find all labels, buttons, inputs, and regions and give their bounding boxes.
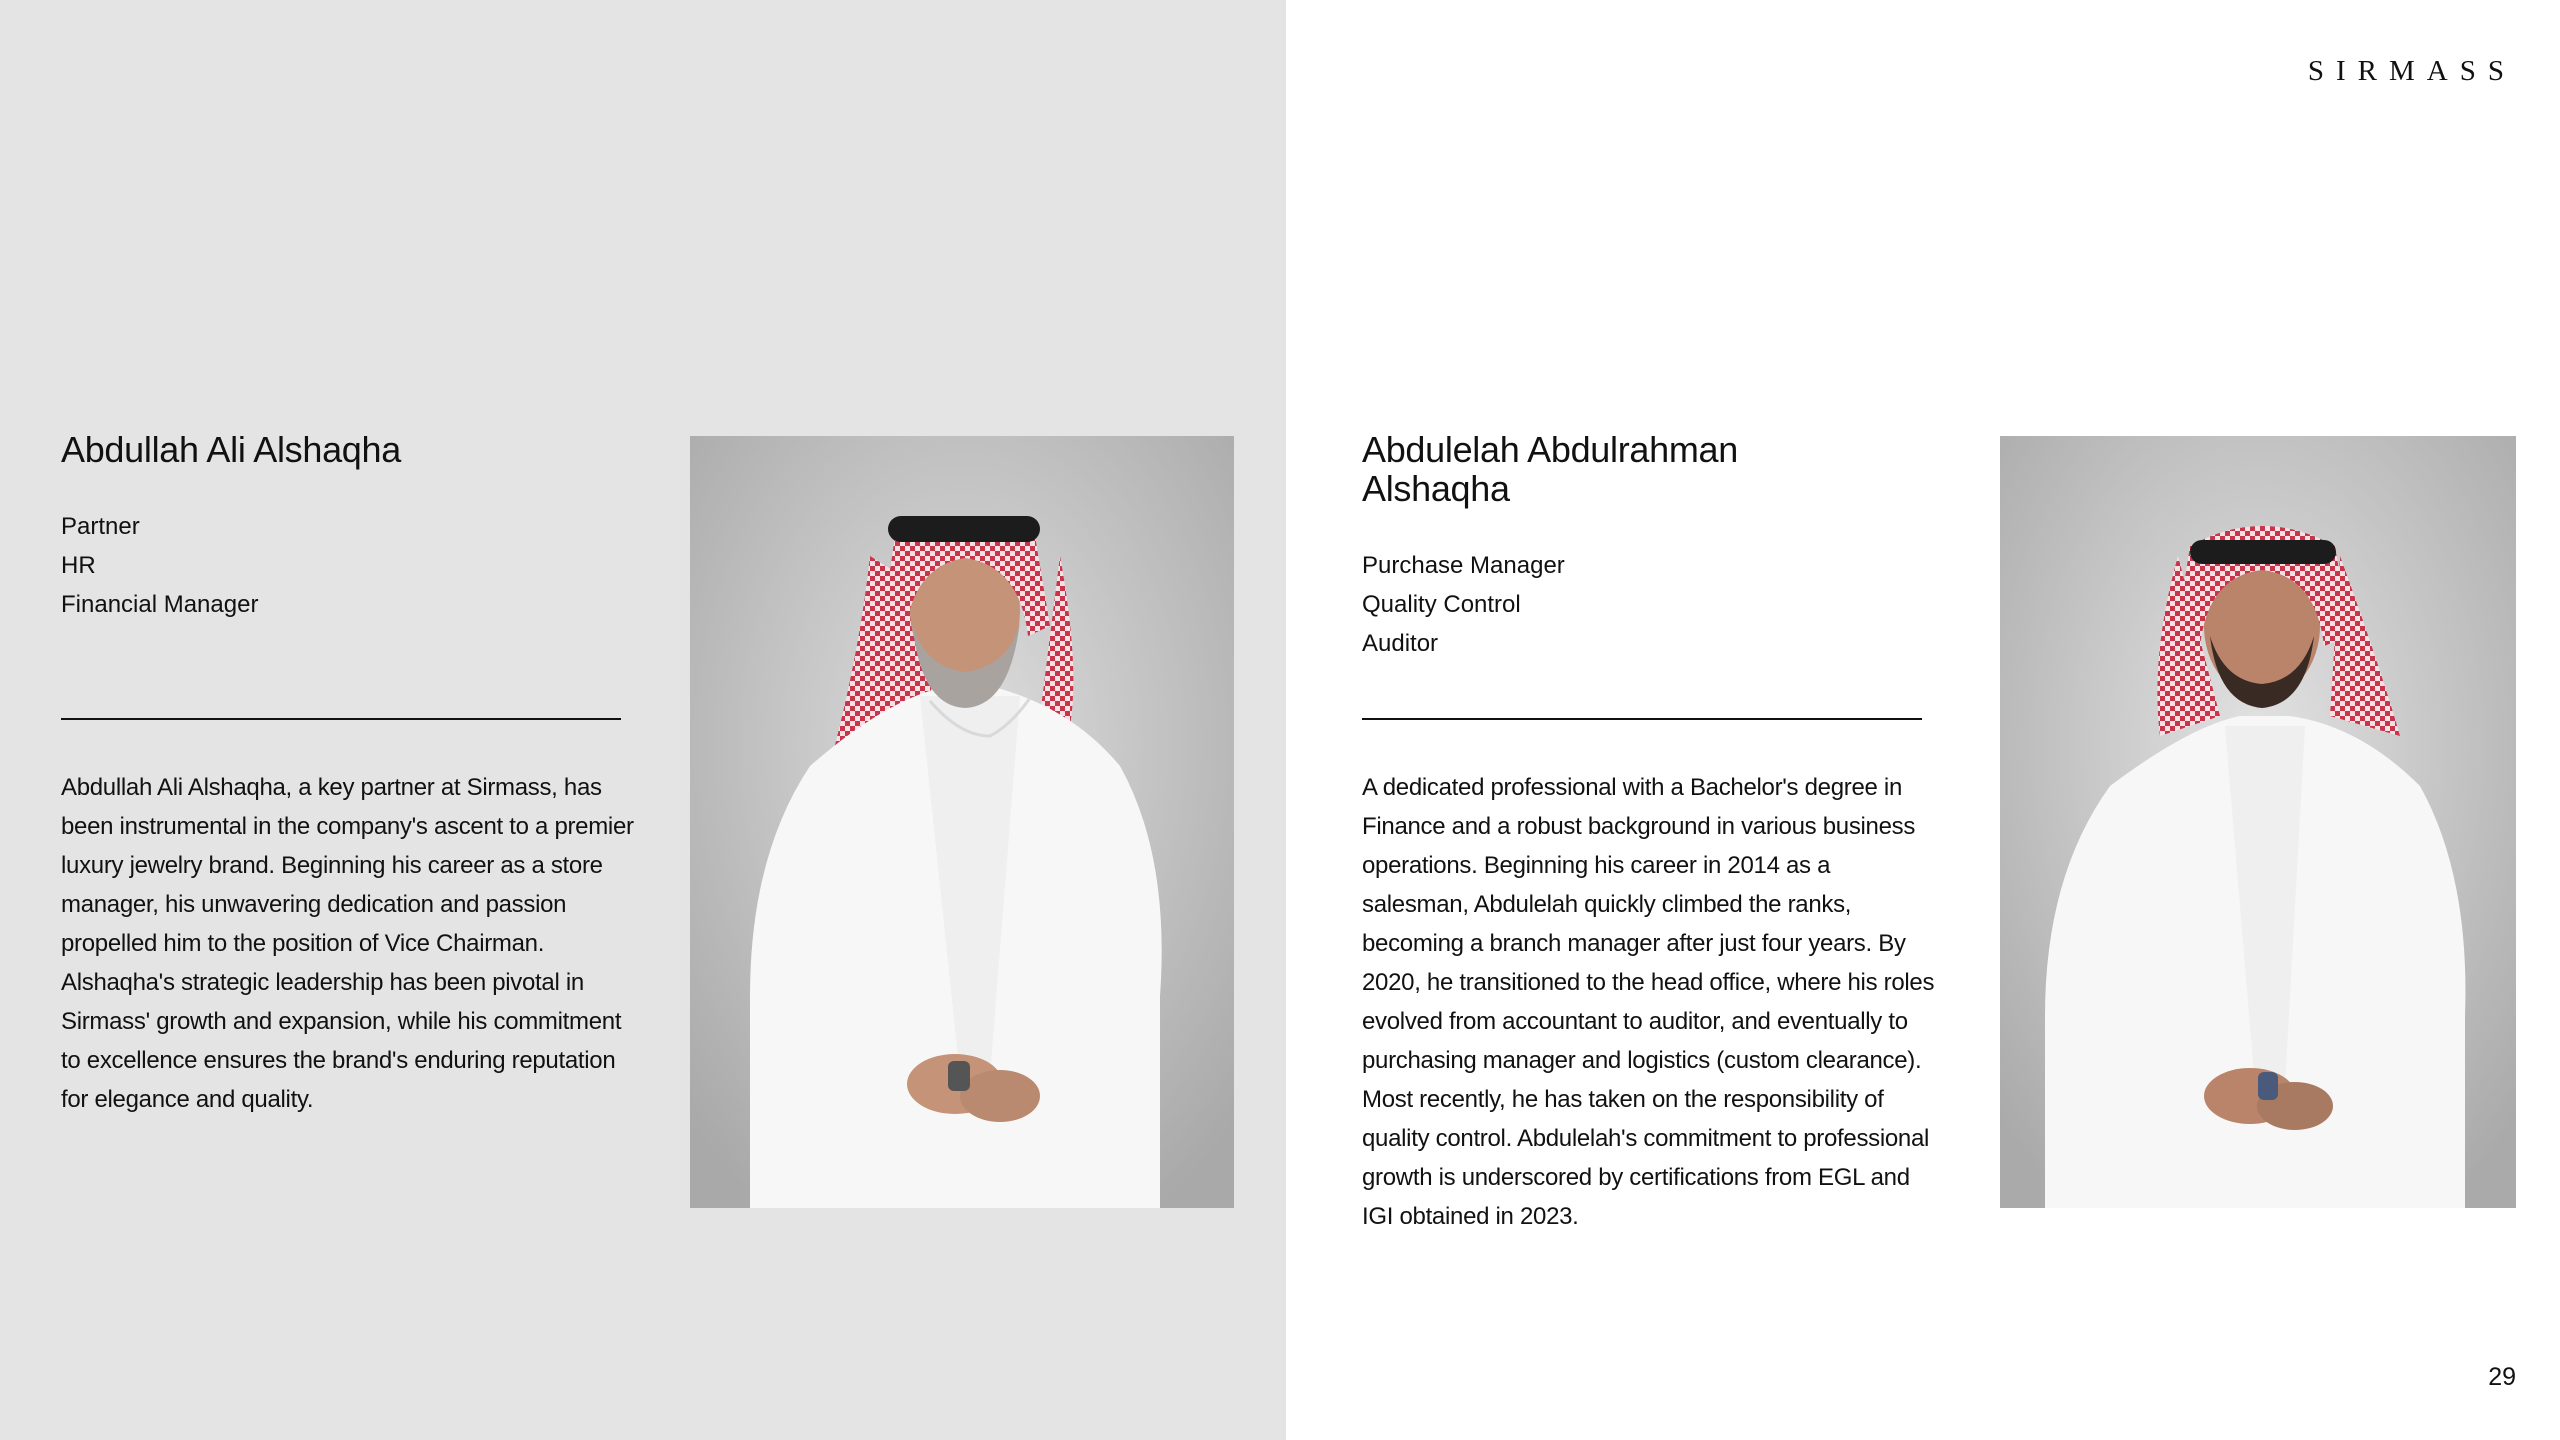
profile-roles — [61, 507, 661, 624]
profile-name-line: Abdulelah Abdulrahman — [1362, 429, 1738, 470]
role-item: Auditor — [1362, 630, 1439, 657]
brand-logo: SIRMASS — [2307, 55, 2516, 87]
portrait-image — [2000, 436, 2516, 1208]
role-item: Partner — [61, 513, 140, 540]
profile-abdulelah — [1362, 430, 1962, 1230]
portrait-photo-abdullah — [690, 436, 1234, 1208]
role-item: Financial Manager — [61, 591, 259, 618]
portrait-photo-abdulelah — [2000, 436, 2516, 1208]
profile-name-line: Abdullah Ali Alshaqha — [61, 429, 401, 470]
divider — [61, 718, 621, 720]
role-item: Purchase Manager — [1362, 552, 1565, 579]
profile-bio: Abdullah Ali Alshaqha, a key partner at Sirmass, has been instrumental in the company's ascent to a premier luxury jewelry brand. Beginning his career as a store manager, his unwavering dedication and passion propelled him to the position of Vice Chairman. Alshaqha's strategic leadership has been pivotal in Sirmass' growth and expansion, while his commitment to excellence ensures the brand's enduring reputation for elegance and quality. — [61, 774, 634, 1113]
divider — [1362, 718, 1922, 720]
profile-bio: A dedicated professional with a Bachelor's degree in Finance and a robust background in various business operations. Beginning his career in 2014 as a salesman, Abdulelah quickly climbed the ranks, becoming a branch manager after just four years. By 2020, he transitioned to the head office, where his roles evolved from accountant to auditor, and eventually to purchasing manager and logistics (custom clearance). Most recently, he has taken on the responsibility of quality control. Abdulelah's commitment to professional growth is underscored by certifications from EGL and IGI obtained in 2023. — [1362, 774, 1935, 1230]
profile-name — [1362, 430, 1962, 508]
profile-roles — [1362, 546, 1962, 663]
page-number: 29 — [2488, 1363, 2516, 1391]
role-item: Quality Control — [1362, 591, 1521, 618]
portrait-image — [690, 436, 1234, 1208]
profile-name — [61, 430, 661, 469]
profile-abdullah — [61, 430, 661, 1190]
role-item: HR — [61, 552, 96, 579]
profile-name-line: Alshaqha — [1362, 468, 1510, 509]
